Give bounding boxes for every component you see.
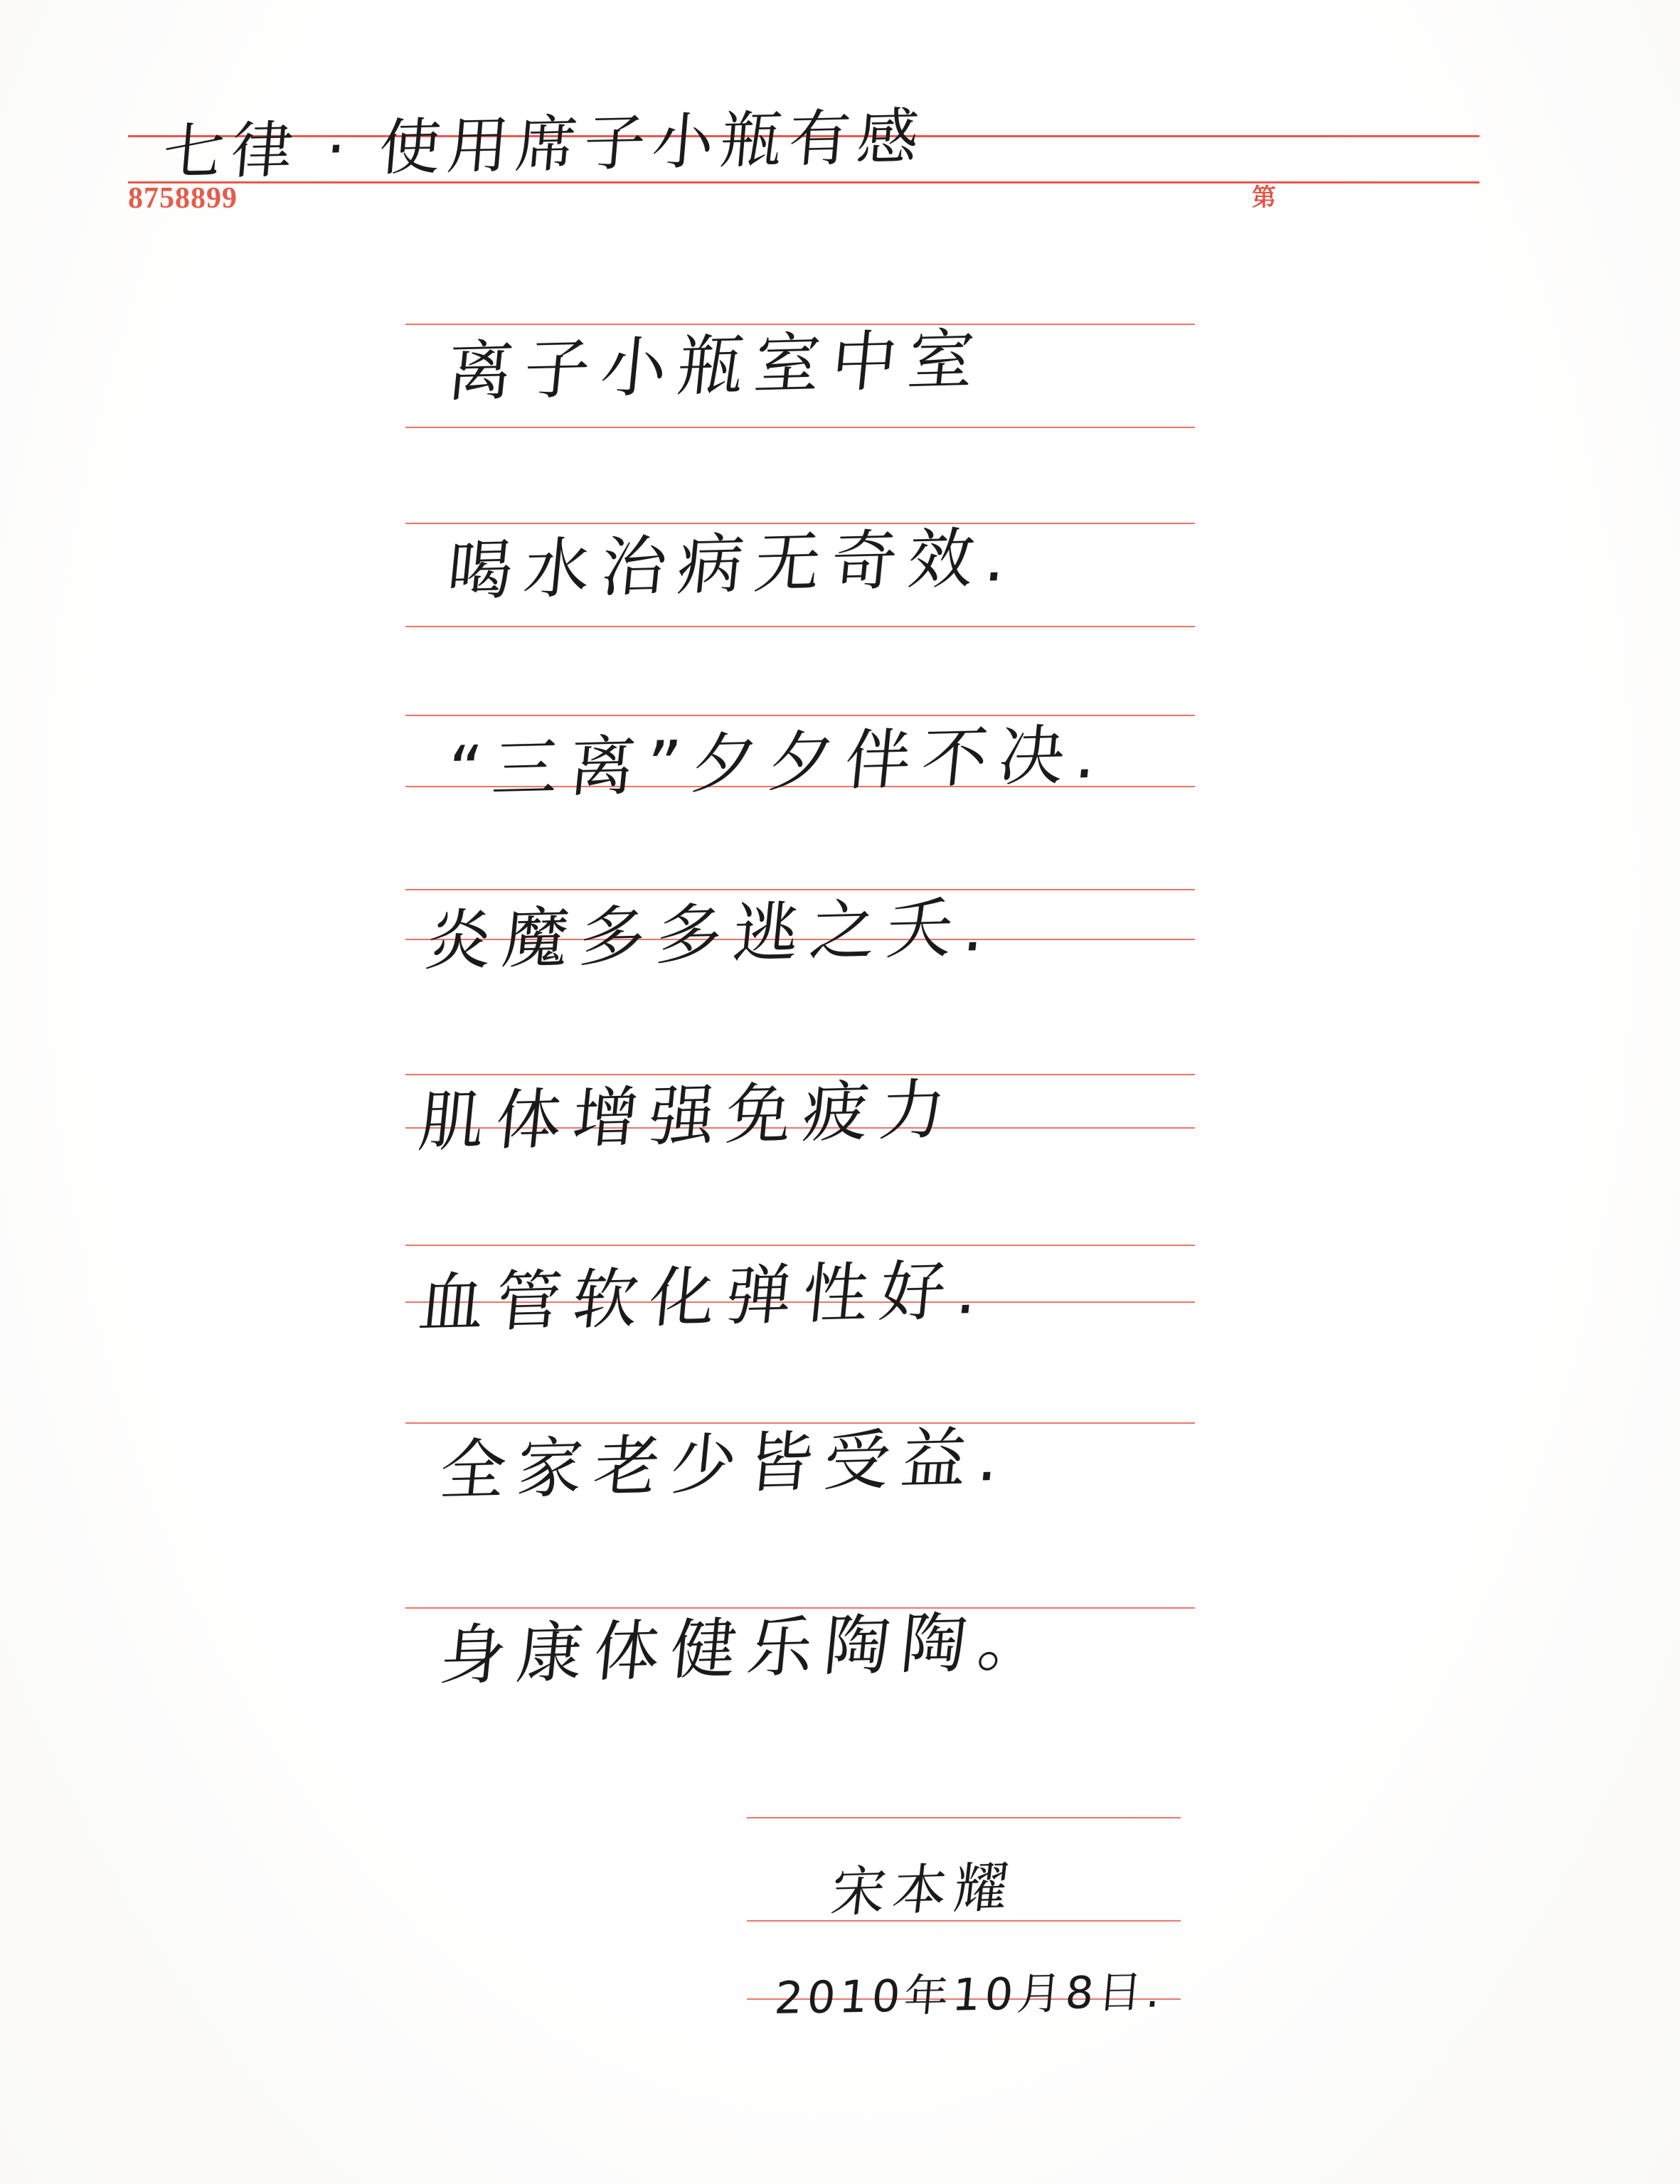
poem-line: 身康体健乐陶陶。 (437, 1602, 1059, 1695)
poem-line: 离子小瓶室中室 (444, 321, 989, 411)
date-written: 2010年10月8日. (772, 1965, 1167, 2025)
poem-line: 血管软化弹性好. (415, 1252, 993, 1343)
rule-line (405, 626, 1195, 627)
poem-line: 喝水治病无奇效. (444, 519, 1021, 610)
poem-line: 全家老少皆受益. (437, 1419, 1014, 1510)
page-corner-mark: 第 (1252, 185, 1276, 211)
rule-line (405, 427, 1195, 428)
poem-line: 炎魔多多逃之夭. (422, 889, 1000, 980)
serial-number: 8758899 (128, 182, 238, 215)
rule-line (747, 1817, 1181, 1818)
poem-title: 七律 · 使用席子小瓶有感 (160, 101, 929, 189)
poem-line: 肌体增强免疲力 (415, 1071, 961, 1161)
signature: 宋本耀 (828, 1855, 1019, 1924)
poem-line: “三离”夕夕伴不决. (444, 716, 1112, 809)
